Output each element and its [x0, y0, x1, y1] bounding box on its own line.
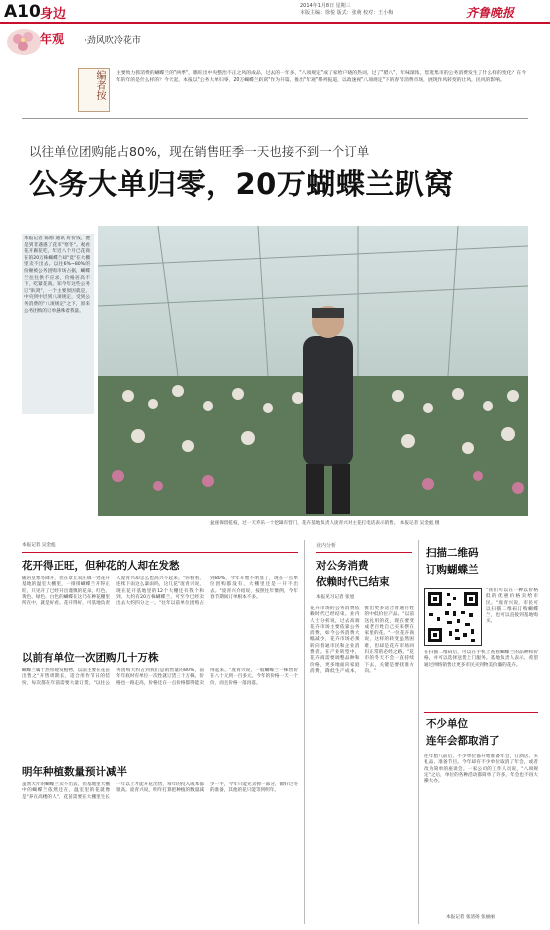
- newspaper-brand: 齐鲁晚报: [466, 6, 515, 20]
- editor-note-text: 主要致力抓消费的蝴蝶兰的"两季"，瞧旺出中央整治不正之风的成品，过去的一年多，"八项规定"成了家给户晓的热词，过了"腊八"，年味渐浓，您逛集市的公务消费发生了什么样的变化？在今年的年的是什么样的？今天起，本报以"公务大单归零，20万蝴蝶兰趴窝"作为开篇，推出"年观"系列报道，以政速视"八项规定"下的春节消费市场，展现作风转变的让风，民风的影响。: [116, 71, 526, 83]
- header-rule: [0, 22, 550, 24]
- lead-text: 本报记者 陈刚 通讯 好价钱，便是到非遇遇了花市"寒冬"。观看花开踢花吃，年近八个月已花商在的20万株蝴蝶兰却"竟"在大棚里卖不出去。以往6%~80%的份额被公务团购市场占据，蝴蝶兰往往供不应求，价格居高不下，吃紧花商。知今年这些公务订"趴窝"，一个主要原因就是，中央到中层到八项规定，受到公务消费的"八项规定"之下，原来公务团购的订单悬殊着我量。: [24, 236, 90, 314]
- column-subtitle: ·劲风吹冷花市: [84, 36, 141, 46]
- sec6-byline: 本报记者 张清扬 张丽丽: [446, 915, 495, 920]
- sec6-text: 往年腊八前后，不少单位都开始准备年会，订酒店、买礼品、准备节目。今年却有不少单位取消了年会，或者改为简单的座谈会。一家公司的工作人员说，"八项规定"之后，单位的各种活动都简单了许多，年会也不再大操大办。: [424, 754, 538, 785]
- photo-caption: 盆座保留乾枝，过一天乔乐一十挖辑有营门，花卉基地负责人庞青兴对主花打电话表示销售。 本报记者 吴金彪 摄: [210, 521, 440, 526]
- sec2-text: 蝴蝶兰属于热带观赏植物，以前主要在花苗出售之"开售周期长，适合用作节日的装扮，每次都在年前需要大量订货。"以往公务团购大约占到我们总销售量的80%，前年年底时有单位一次性就订货三十万株，价格也一路走高，价格还在一点价格都得能卖得起来。"庞青兴说，一般蝴蝶兰一株售价在八十元到一百多元，今年的价格一天一个价，而且价格一落再落。: [22, 668, 298, 686]
- header-date: 2014年1月8日 星期三: [300, 3, 351, 9]
- sec4-title-line2: 依赖时代已结束: [316, 576, 390, 588]
- sec5-text-b: 在扫描二维码后，可以在手机上查看蝴蝶兰的品种和价格，并可以选择送货上门服务。基地负责人表示，希望通过网络销售让更多市民买到物美价廉的花卉。: [424, 650, 538, 668]
- column-divider: [304, 540, 305, 924]
- sec1-title: 花开得正旺，但种花的人却在发愁: [22, 560, 180, 572]
- sec2-title: 以前有单位一次团购几十万株: [22, 652, 159, 664]
- divider: [22, 118, 528, 119]
- greenhouse-photo: [98, 226, 528, 516]
- header-staff: 本版主编：徐悦 版式：张萌 校对：王小梅: [300, 10, 394, 16]
- page-number: A10: [4, 2, 41, 22]
- sec5-text-a: "我们可以在一种以价格低的优惠价格卖给市民。"庞青兴说，市民可以扫描二维码订购蝴蝶兰，也可以直接到基地购买。: [486, 588, 538, 625]
- qr-code-icon: [425, 589, 481, 645]
- page-header: [0, 0, 550, 22]
- sec4-text: 花卉市场的公务消费依赖时代已经结束。业内人士分析说，过去高端花卉市场主要依靠公务消费，如今公务消费大幅减少，花卉市场必须转向普通市民和企业消费者。在产业转型中，花卉商需要调整品种和价格，更多地面向家庭消费，降低生产成本，推出更多适合普通百姓的中低价位产品。"以前送礼用的花，现在要变成老百姓自己买来摆在家里的花。"一位花卉商说，这样的转变虽然困难，但却是花卉市场回归正常的必经之路。"花市的冬天不会一直持续下去，关键是要找准方向。": [310, 606, 414, 674]
- divider: [316, 552, 412, 553]
- editor-note-label: 编者按: [94, 70, 105, 100]
- sec4-byline: 本报见习记者 张旭: [316, 595, 355, 600]
- sec4-kicker: 业内分析: [316, 543, 337, 549]
- qr-code[interactable]: [424, 588, 482, 646]
- sec5-title-line1: 扫描二维码: [426, 547, 479, 559]
- article-headline: 公务大单归零，20万蝴蝶兰趴窝: [29, 167, 454, 201]
- flower-logo-icon: [4, 25, 44, 59]
- divider: [22, 552, 298, 553]
- section-name: 身边: [40, 7, 67, 22]
- divider: [424, 712, 538, 713]
- sec3-text: 虽然大片的蝴蝶兰卖不出去，但基地里大棚中的蝴蝶兰依然还在，温室里的花就像是"养在高楼的人"，花苗需要在大棚里生长一年以上才能开花出售，每年的投入成本都很高。庞青兴说，明年打算把种植的数量减少一半，今年只能先卖掉一部分，做好过冬的准备，其他的花只能等到明年。: [22, 782, 298, 800]
- sec6-title-line1: 不少单位: [426, 718, 468, 730]
- sec3-title: 明年种植数量预计减半: [22, 766, 127, 778]
- sec5-title-line2: 订购蝴蝶兰: [426, 564, 479, 576]
- article-subhead: 以往单位团购能占80%，现在销售旺季一天也接不到一个订单: [29, 144, 370, 159]
- column-divider: [418, 540, 419, 924]
- column-name: 年观: [40, 32, 65, 46]
- sec6-title-line2: 连年会都取消了: [426, 735, 500, 747]
- sec1-text: 随岩皇寒冬降升，但在章丘双庄镇一处花开基地的温室大棚里，一排排蝴蝶兰开得正旺，只见开了已经开出谨慎的花朵，红色、黄色、绿色、白色的蝴蝶在这乃在种花棚里所在中，就是好看。花开得好，可基地负责人庞青兴却怎么也高兴不起来。"你看看，连续下雨这么暴雨吗，这几花"庞青兴说，现在花开基地里的12个大棚还有我个和到，大约有20万株蝴蝶兰，可至今已经卖出去大约四分之一。"往年以前单位团购占到80%，今年开始不明显了，现在一点单位团购都没有，大棚里还是一开不出去。"庞青兴介绍说，按照往年惯例，今年春节期间订单根本不多。: [22, 576, 298, 607]
- greenhouse-illustration: [98, 226, 528, 516]
- header-meta: [300, 3, 430, 17]
- sec4-title-line1: 对公务消费: [316, 560, 369, 572]
- sec1-byline: 本报记者 吴金彪: [22, 543, 56, 548]
